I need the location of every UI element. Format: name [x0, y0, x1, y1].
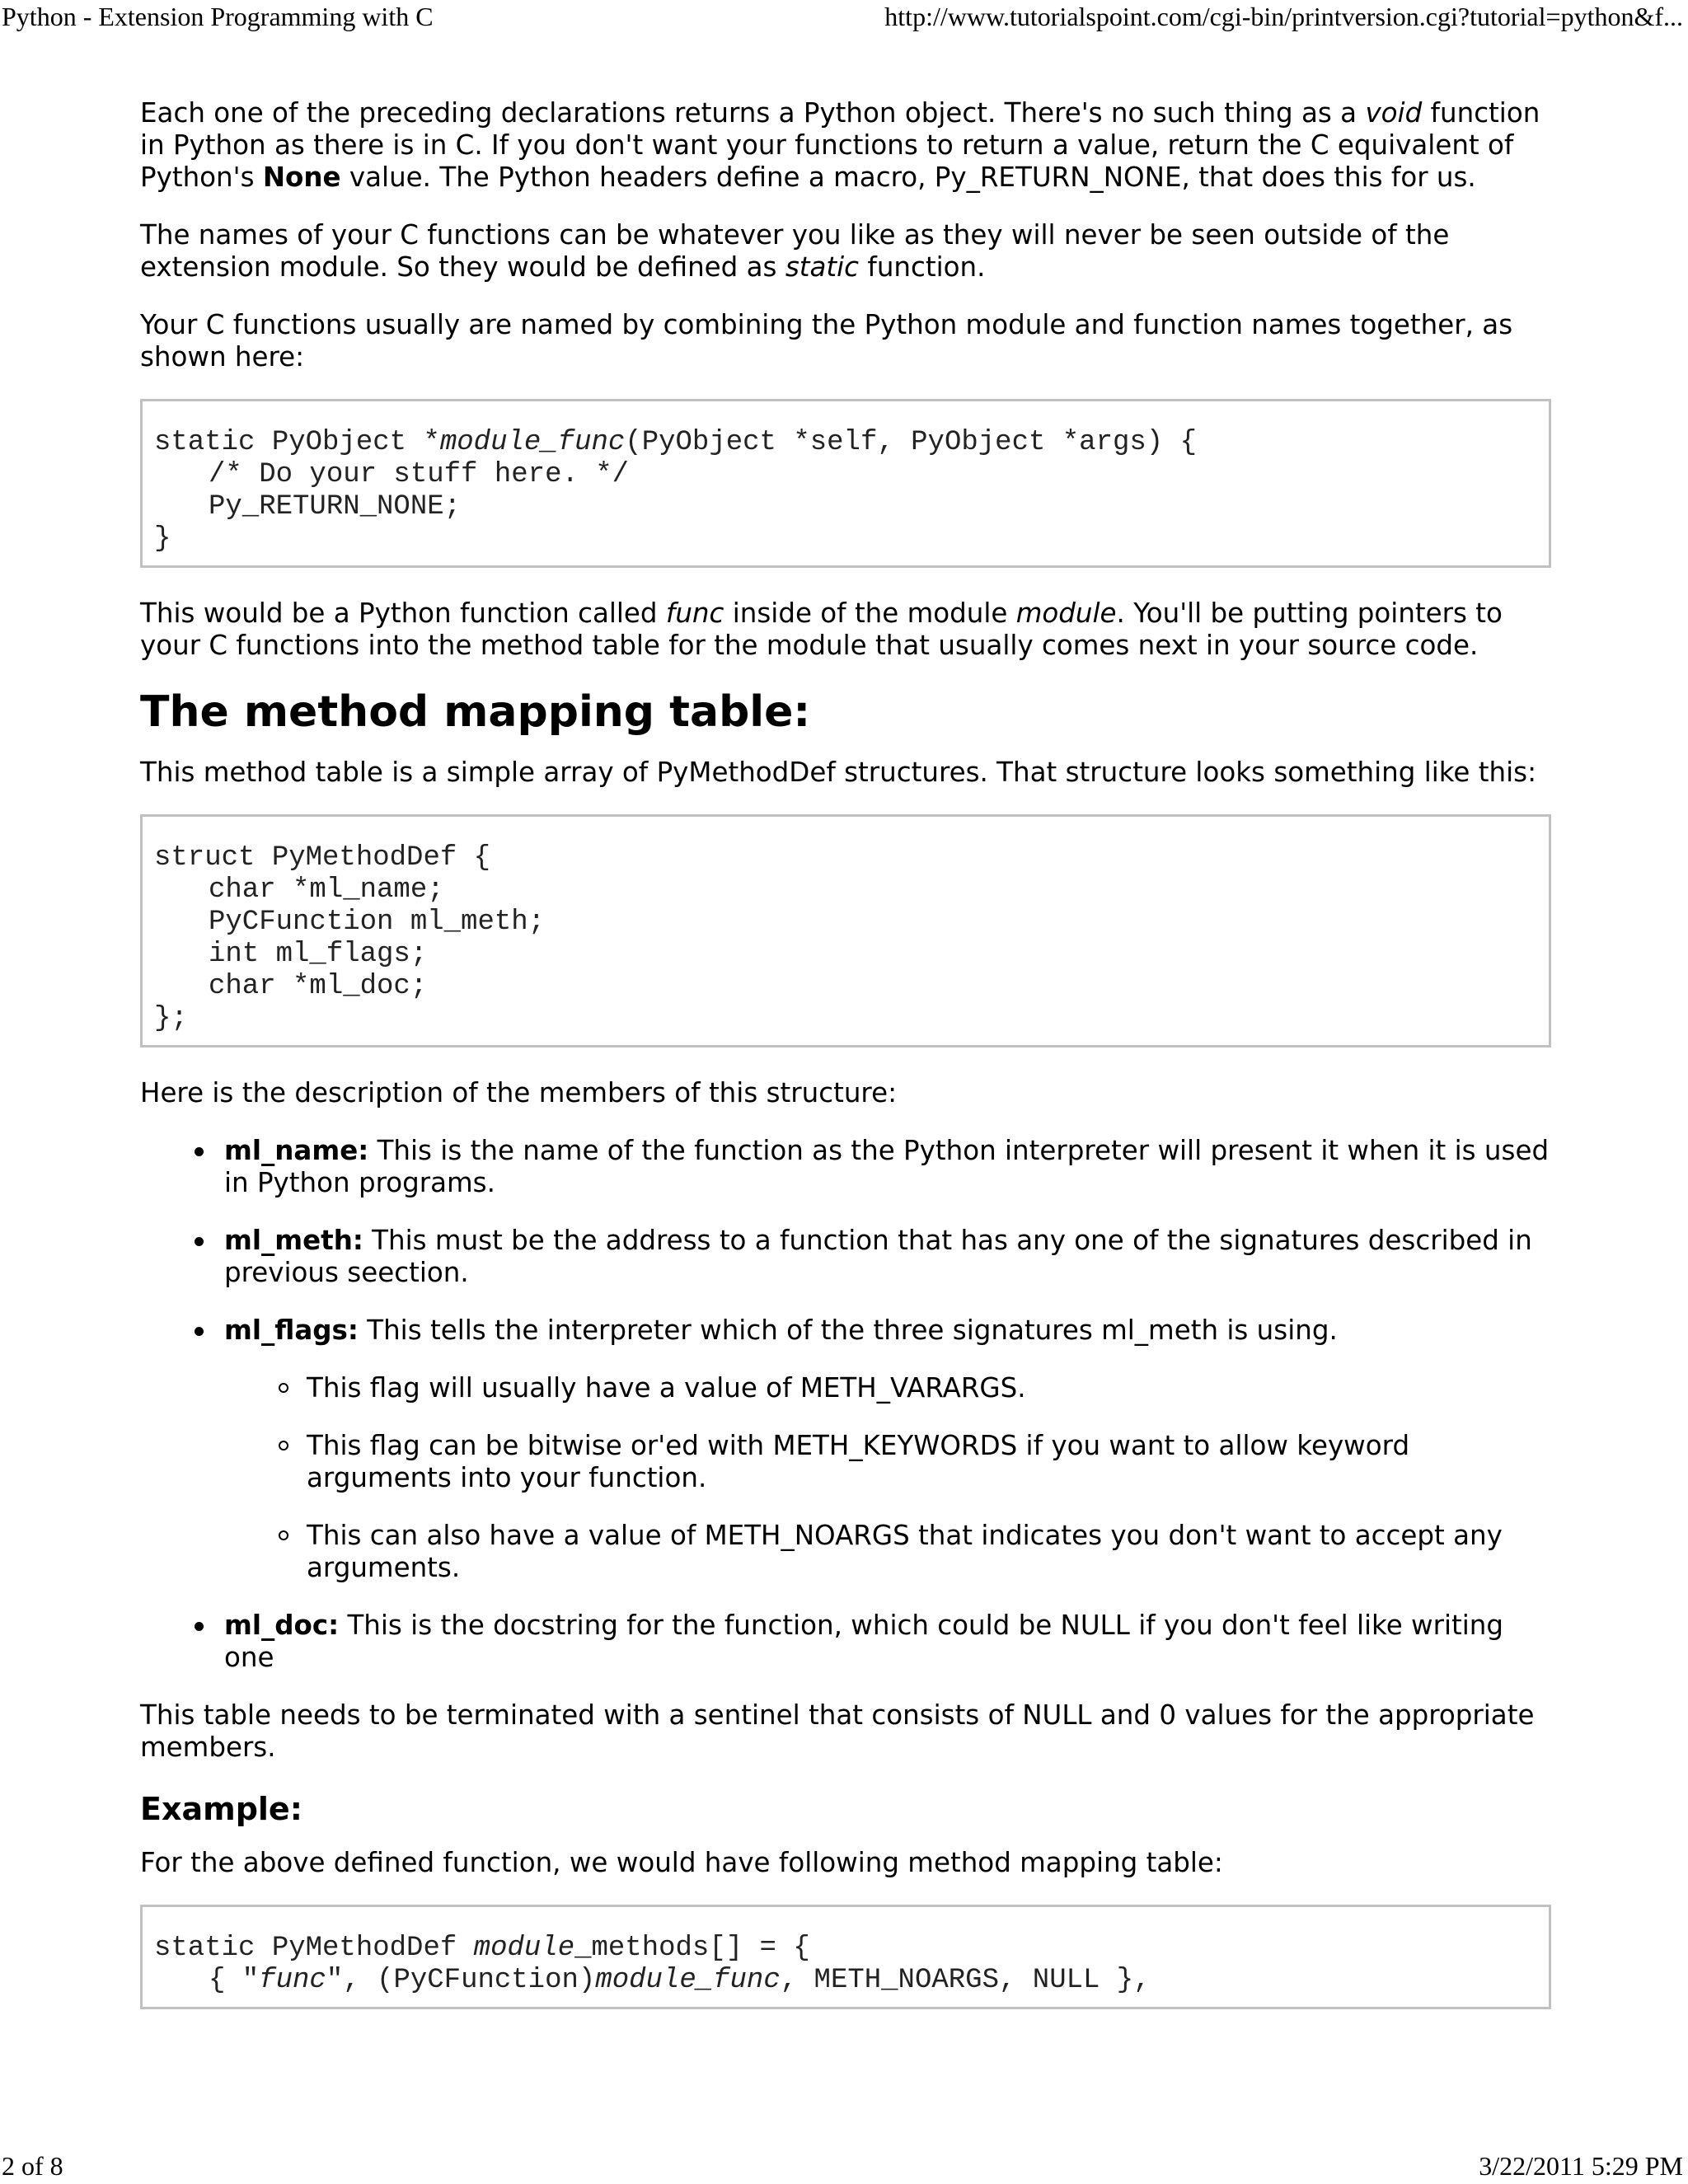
code-block-module-func: static PyObject *module_func(PyObject *self, PyObject *args) { /* Do your stuff here. */ Py_RETURN_NONE; }: [140, 399, 1551, 568]
paragraph-return-values: Each one of the preceding declarations returns a Python object. There's no such thing as a void function in Python as there is in C. If you don't want your functions to return a value, return the C equivalent of Python's None value. The Python headers define a macro, Py_RETURN_NONE, that does this for us.: [140, 97, 1540, 193]
paragraph-example-intro: For the above defined function, we would have following method mapping table:: [140, 1847, 1223, 1878]
list-item: ml_name: This is the name of the function as the Python interpreter will present it when it is used in Python programs.: [140, 1135, 1551, 1199]
list-item: ml_doc: This is the docstring for the function, which could be NULL if you don't feel like writing one: [140, 1610, 1551, 1674]
emphasis-static: static: [785, 251, 860, 283]
print-datetime: 3/22/2011 5:29 PM: [1479, 2151, 1683, 2181]
document-body: [140, 97, 1551, 2039]
heading-example: Example:: [140, 1791, 302, 1827]
page-title: Python - Extension Programming with C: [2, 2, 434, 31]
sub-list-item: This flag will usually have a value of METH_VARARGS.: [224, 1372, 1551, 1404]
emphasis-module: module: [1015, 598, 1117, 629]
sub-list-item: This flag can be bitwise or'ed with METH_KEYWORDS if you want to allow keyword arguments into your function.: [224, 1430, 1551, 1494]
heading-method-mapping-table: The method mapping table:: [140, 687, 811, 737]
print-footer: [0, 2148, 1688, 2184]
print-header: [0, 0, 1688, 33]
sub-list-item: This can also have a value of METH_NOARGS that indicates you don't want to accept any arguments.: [224, 1520, 1551, 1584]
page-number: 2 of 8: [2, 2151, 63, 2181]
paragraph-sentinel: This table needs to be terminated with a sentinel that consists of NULL and 0 values for the appropriate members.: [140, 1699, 1535, 1763]
paragraph-naming: Your C functions usually are named by combining the Python module and function names together, as shown here:: [140, 309, 1513, 373]
paragraph-python-function: This would be a Python function called func inside of the module module. You'll be putting pointers to your C functions into the method table for the module that usually comes next in your source code.: [140, 598, 1503, 661]
paragraph-function-names: The names of your C functions can be whatever you like as they will never be seen outside of the extension module. So they would be defined as static function.: [140, 219, 1450, 283]
list-item: ml_flags: This tells the interpreter which of the three signatures ml_meth is using. This flag will usually have a value of METH_VARARGS. This flag can be bitwise or'ed with METH_KEYWORDS if you want to allow keyword arguments into your function. This can also have a value of METH_NOARGS that indicates you don't want to accept any arguments.: [140, 1315, 1551, 1584]
page-url: http://www.tutorialspoint.com/cgi-bin/printversion.cgi?tutorial=python&f...: [884, 2, 1683, 31]
emphasis-void: void: [1365, 97, 1423, 129]
code-block-pymethoddef: struct PyMethodDef { char *ml_name; PyCFunction ml_meth; int ml_flags; char *ml_doc; };: [140, 814, 1551, 1047]
strong-none: None: [262, 162, 341, 193]
code-block-module-methods: static PyMethodDef module_methods[] = { { "func", (PyCFunction)module_func, METH_NOARGS, NULL },: [140, 1905, 1551, 2009]
emphasis-func: func: [665, 598, 724, 629]
paragraph-method-table: This method table is a simple array of PyMethodDef structures. That structure looks something like this:: [140, 757, 1537, 788]
paragraph-members-intro: Here is the description of the members of this structure:: [140, 1077, 898, 1108]
flags-sublist: [224, 1372, 1551, 1584]
members-list: [140, 1135, 1551, 1674]
list-item: ml_meth: This must be the address to a function that has any one of the signatures described in previous seection.: [140, 1225, 1551, 1289]
